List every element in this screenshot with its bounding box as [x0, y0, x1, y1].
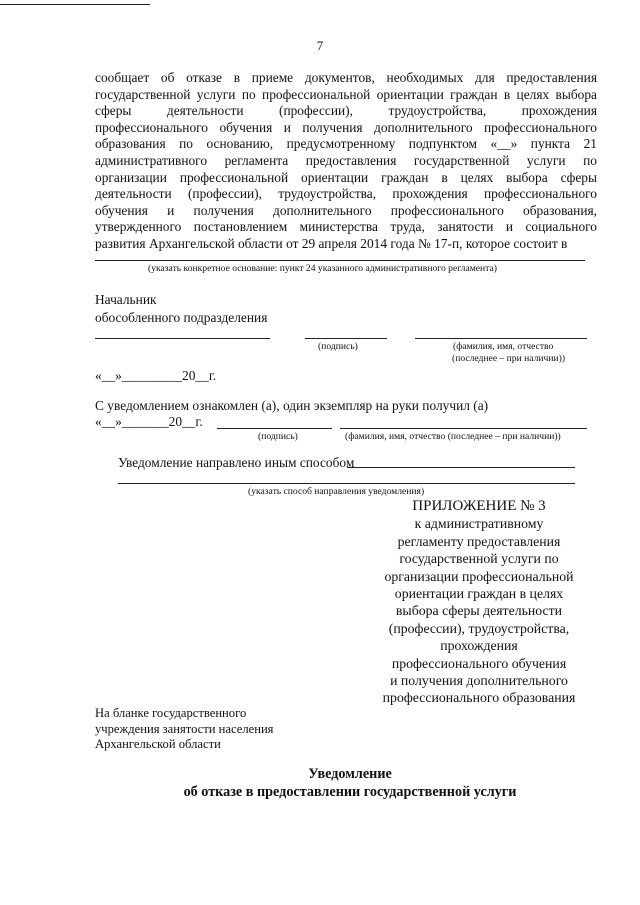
- letterhead-note: [95, 706, 273, 753]
- acknowledgment-date: «__»_______20__г.: [95, 414, 203, 429]
- letterhead-line: Архангельской области: [95, 737, 221, 752]
- acknowledgment-name-caption: (фамилия, имя, отчество (последнее – при наличии)): [345, 431, 561, 442]
- other-method-caption: (указать способ направления уведомления): [248, 486, 425, 497]
- notice-subtitle: об отказе в предоставлении государственной услуги: [183, 784, 517, 800]
- body-line: профессионального обучения и получения дополнительного профессионального: [95, 119, 597, 135]
- official-signature-caption: (подпись): [318, 341, 358, 352]
- basis-caption: (указать конкретное основание: пункт 24 указанного административного регламента): [148, 263, 497, 274]
- appendix-line: организации профессиональной: [384, 568, 574, 584]
- appendix-block: [370, 498, 588, 707]
- other-method-line: [347, 467, 575, 468]
- official-date: «__»_________20__г.: [95, 368, 217, 383]
- letterhead-line: учреждения занятости населения: [95, 721, 274, 736]
- other-method-second-line: [118, 483, 575, 484]
- appendix-line: выбора сферы деятельности: [395, 603, 563, 619]
- official-title-line1: Начальник: [95, 292, 157, 307]
- notice-title: Уведомление: [308, 766, 392, 782]
- official-signature-line: [305, 338, 387, 339]
- body-line: обучения и получения дополнительного профессионального образования,: [95, 202, 597, 218]
- appendix-line: профессионального образования: [382, 690, 576, 706]
- letterhead-line: На бланке государственного: [95, 706, 247, 720]
- acknowledgment-signature-caption: (подпись): [258, 431, 298, 442]
- appendix-line: и получения дополнительного: [390, 673, 568, 689]
- official-position-line: [95, 338, 270, 339]
- body-line: деятельности (профессии), трудоустройства, прохождения профессионального: [95, 186, 597, 202]
- body-paragraph: [95, 70, 597, 253]
- acknowledgment-signature-line: [217, 428, 332, 429]
- appendix-line: прохождения: [440, 638, 518, 654]
- appendix-line: ориентации граждан в целях: [394, 586, 564, 602]
- body-line: развития Архангельской области от 29 апреля 2014 года № 17-п, которое состоит в: [95, 235, 568, 251]
- official-name-caption-line2: (последнее – при наличии)): [452, 353, 566, 364]
- other-method-label: Уведомление направлено иным способом: [118, 455, 355, 470]
- body-line: организации профессиональной ориентации граждан в целях выбора сферы: [95, 169, 597, 185]
- appendix-title: ПРИЛОЖЕНИЕ № 3: [412, 498, 546, 514]
- body-line: образования по основанию, предусмотренному подпунктом «__» пункта 21: [95, 136, 597, 152]
- basis-fill-line: [95, 260, 585, 261]
- top-rule: [0, 4, 150, 5]
- official-title-line2: обособленного подразделения: [95, 310, 268, 325]
- appendix-line: (профессии), трудоустройства,: [388, 620, 570, 636]
- official-name-line: [415, 338, 587, 339]
- appendix-line: государственной услуги по: [399, 551, 559, 567]
- body-line: сферы деятельности (профессии), трудоустройства, прохождения: [95, 103, 597, 119]
- official-name-caption-line1: (фамилия, имя, отчество: [453, 341, 554, 352]
- body-line: административного регламента предоставления государственной услуги по: [95, 152, 597, 168]
- body-line: государственной услуги по профессиональной ориентации граждан в целях выбора: [95, 86, 597, 102]
- acknowledgment-name-line: [340, 428, 587, 429]
- body-line: утвержденного постановлением министерства труда, занятости и социального: [95, 219, 597, 235]
- body-line: сообщает об отказе в приеме документов, необходимых для предоставления: [95, 70, 597, 85]
- acknowledgment-text: С уведомлением ознакомлен (а), один экземпляр на руки получил (а): [95, 398, 489, 413]
- appendix-line: регламенту предоставления: [397, 533, 561, 549]
- appendix-line: к административному: [414, 516, 544, 532]
- appendix-line: профессионального обучения: [391, 655, 567, 671]
- page-number: 7: [316, 38, 324, 53]
